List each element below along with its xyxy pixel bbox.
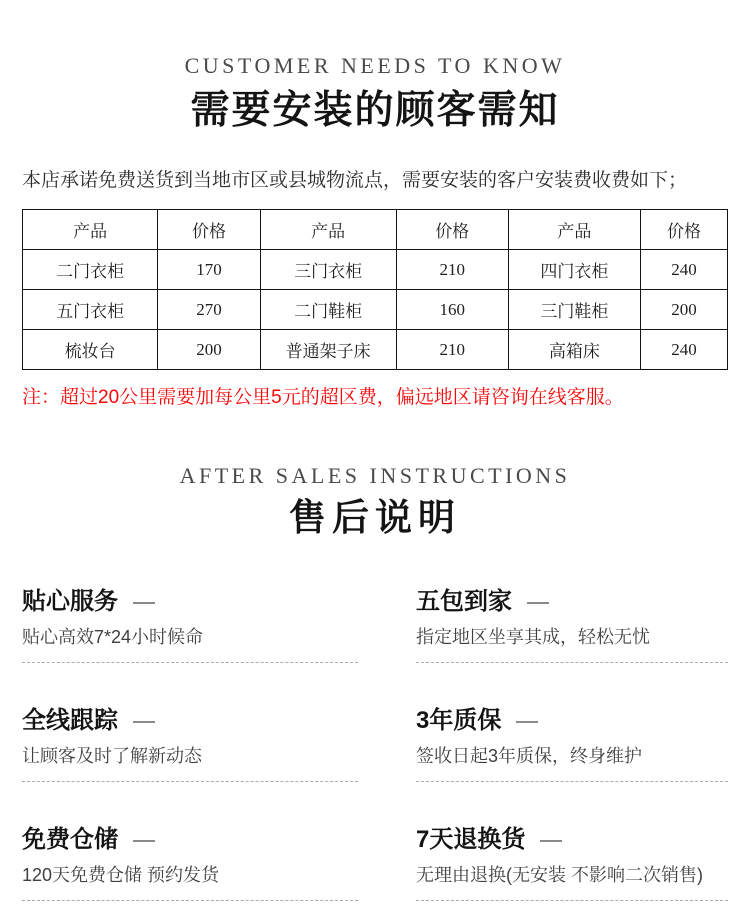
service-title: 免费仓储 <box>22 826 118 853</box>
product-cell: 三门衣柜 <box>260 250 396 290</box>
product-cell: 高箱床 <box>508 330 640 370</box>
surcharge-note: 注：超过20公里需要加每公里5元的超区费，偏远地区请咨询在线客服。 <box>22 387 624 408</box>
price-cell: 160 <box>396 290 508 330</box>
service-title-row <box>22 587 358 616</box>
service-description: 指定地区坐享其成，轻松无忧 <box>416 627 650 647</box>
price-table-row <box>23 330 728 370</box>
price-header-cell: 价格 <box>396 210 508 250</box>
service-item <box>22 706 358 782</box>
installation-notice-section <box>0 0 750 411</box>
dash-icon <box>516 721 538 723</box>
service-title-row <box>416 587 728 616</box>
dash-icon <box>133 840 155 842</box>
product-cell: 五门衣柜 <box>23 290 158 330</box>
service-title: 全线跟踪 <box>22 707 118 734</box>
service-title: 7天退换货 <box>416 826 526 853</box>
product-cell: 二门鞋柜 <box>260 290 396 330</box>
dash-icon <box>540 840 562 842</box>
price-table-row <box>23 250 728 290</box>
price-cell: 240 <box>640 250 727 290</box>
price-table-header-row <box>23 210 728 250</box>
service-item <box>22 587 358 663</box>
price-table-body <box>23 250 728 370</box>
service-title-row <box>22 706 358 735</box>
product-header-cell: 产品 <box>508 210 640 250</box>
price-cell: 200 <box>640 290 727 330</box>
service-description: 无理由退换(无安装 不影响二次销售) <box>416 865 703 885</box>
service-item <box>416 825 728 901</box>
price-table-row <box>23 290 728 330</box>
price-cell: 170 <box>158 250 260 290</box>
after-sales-title: 售后说明 <box>289 498 461 539</box>
service-item <box>22 825 358 901</box>
dash-icon <box>133 721 155 723</box>
service-item <box>416 587 728 663</box>
product-cell: 普通架子床 <box>260 330 396 370</box>
service-title: 五包到家 <box>416 588 512 615</box>
service-item <box>416 706 728 782</box>
service-title: 3年质保 <box>416 707 502 734</box>
service-description: 120天免费仓储 预约发货 <box>22 865 220 885</box>
services-grid <box>22 587 728 901</box>
price-cell: 210 <box>396 250 508 290</box>
product-cell: 四门衣柜 <box>508 250 640 290</box>
service-description: 签收日起3年质保，终身维护 <box>416 746 643 766</box>
service-description: 贴心高效7*24小时候命 <box>22 627 204 647</box>
price-cell: 210 <box>396 330 508 370</box>
product-header-cell: 产品 <box>260 210 396 250</box>
service-title: 贴心服务 <box>22 588 118 615</box>
service-description: 让顾客及时了解新动态 <box>22 746 202 766</box>
installation-section-title: 需要安装的顾客需知 <box>190 89 560 132</box>
product-cell: 二门衣柜 <box>23 250 158 290</box>
installation-price-table <box>22 209 728 370</box>
dash-icon <box>527 602 549 604</box>
product-cell: 梳妆台 <box>23 330 158 370</box>
after-sales-section <box>0 463 750 901</box>
product-header-cell: 产品 <box>23 210 158 250</box>
installation-section-subtitle-en: CUSTOMER NEEDS TO KNOW <box>184 53 566 78</box>
service-title-row <box>416 706 728 735</box>
dash-icon <box>133 602 155 604</box>
price-cell: 200 <box>158 330 260 370</box>
after-sales-subtitle-en: AFTER SALES INSTRUCTIONS <box>179 463 571 488</box>
delivery-promise-text: 本店承诺免费送货到当地市区或县城物流点，需要安装的客户安装费收费如下； <box>22 170 688 191</box>
service-title-row <box>416 825 728 854</box>
product-cell: 三门鞋柜 <box>508 290 640 330</box>
price-cell: 270 <box>158 290 260 330</box>
price-header-cell: 价格 <box>640 210 727 250</box>
price-cell: 240 <box>640 330 727 370</box>
price-header-cell: 价格 <box>158 210 260 250</box>
service-title-row <box>22 825 358 854</box>
